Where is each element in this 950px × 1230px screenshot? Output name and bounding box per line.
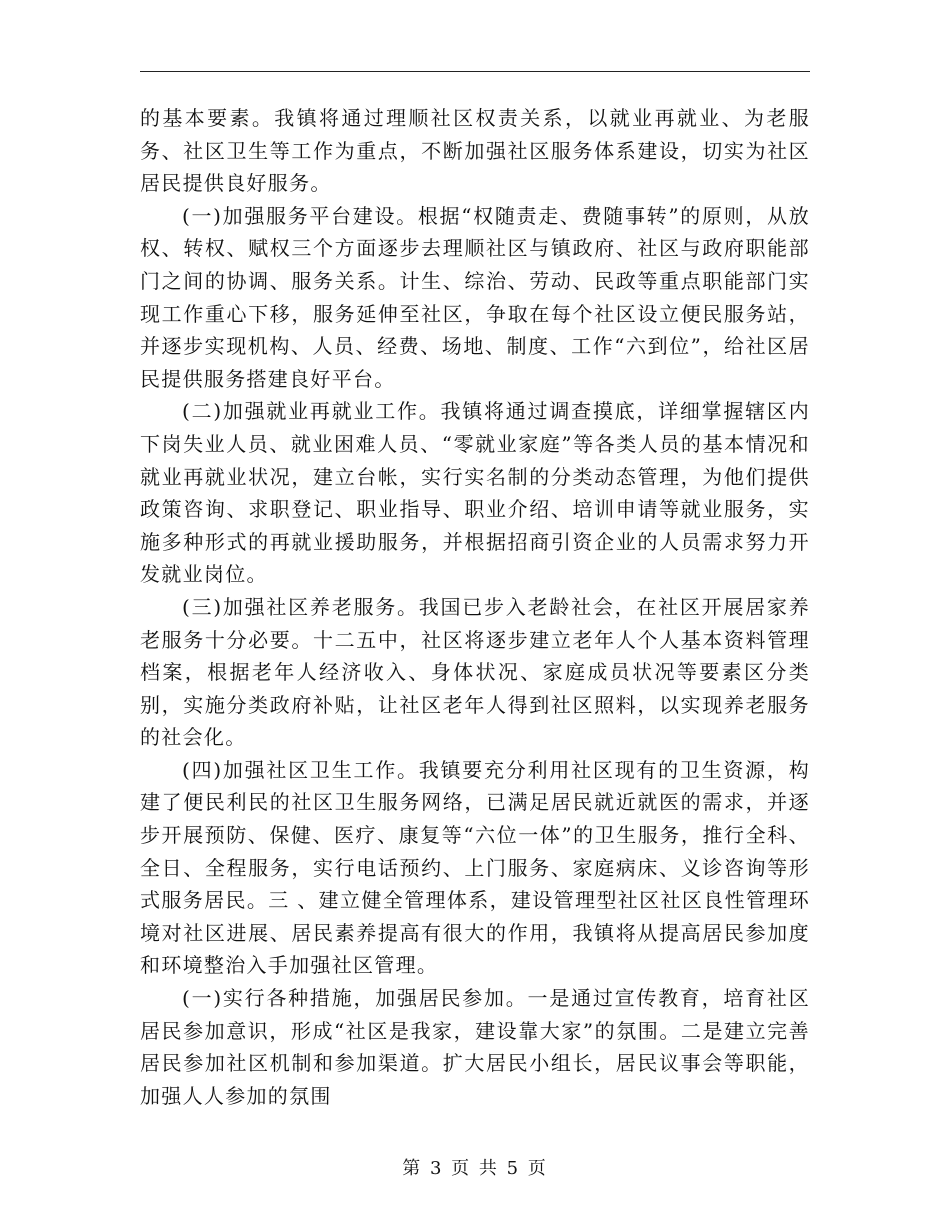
paragraph-6: (一)实行各种措施，加强居民参加。一是通过宣传教育，培育社区居民参加意识，形成“社区是我家，建设靠大家”的氛围。二是建立完善居民参加社区机制和参加渠道。扩大居民小组长，居民议事会等职能，加强人人参加的氛围: [140, 986, 810, 1108]
paragraph-1: 的基本要素。我镇将通过理顺社区权责关系，以就业再就业、为老服务、社区卫生等工作为重点，不断加强社区服务体系建设，切实为社区居民提供良好服务。: [140, 106, 810, 196]
page-number-footer: 第 3 页 共 5 页: [402, 1158, 548, 1179]
header-rule: [140, 71, 810, 72]
document-body: [140, 102, 810, 1112]
paragraph-4: (三)加强社区养老服务。我国已步入老龄社会，在社区开展居家养老服务十分必要。十二五中，社区将逐步建立老年人个人基本资料管理档案，根据老年人经济收入、身体状况、家庭成员状况等要素区分类别，实施分类政府补贴，让社区老年人得到社区照料，以实现养老服务的社会化。: [140, 594, 810, 750]
paragraph-3: (二)加强就业再就业工作。我镇将通过调查摸底，详细掌握辖区内下岗失业人员、就业困难人员、“零就业家庭”等各类人员的基本情况和就业再就业状况，建立台帐，实行实名制的分类动态管理，为他们提供政策咨询、求职登记、职业指导、职业介绍、培训申请等就业服务，实施多种形式的再就业援助服务，并根据招商引资企业的人员需求努力开发就业岗位。: [140, 399, 810, 587]
paragraph-2: (一)加强服务平台建设。根据“权随责走、费随事转”的原则，从放权、转权、赋权三个方面逐步去理顺社区与镇政府、社区与政府职能部门之间的协调、服务关系。计生、综治、劳动、民政等重点职能部门实现工作重心下移，服务延伸至社区，争取在每个社区设立便民服务站，并逐步实现机构、人员、经费、场地、制度、工作“六到位”，给社区居民提供服务搭建良好平台。: [140, 203, 810, 391]
paragraph-5: (四)加强社区卫生工作。我镇要充分利用社区现有的卫生资源，构建了便民利民的社区卫生服务网络，已满足居民就近就医的需求，并逐步开展预防、保健、医疗、康复等“六位一体”的卫生服务，推行全科、全日、全程服务，实行电话预约、上门服务、家庭病床、义诊咨询等形式服务居民。三 、建立健全管理体系，建设管理型社区社区良性管理环境对社区进展、居民素养提高有很大的作用，我镇将从提高居民参加度和环境整治入手加强社区管理。: [140, 757, 810, 978]
